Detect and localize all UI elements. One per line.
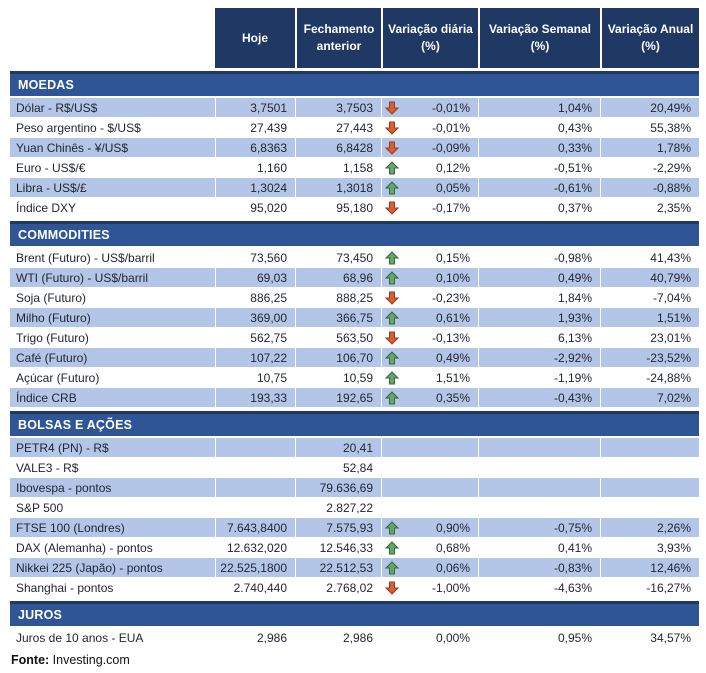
trend-down-icon — [385, 581, 399, 595]
row-label: Trigo (Futuro) — [10, 328, 215, 348]
trend-up-icon — [385, 521, 399, 535]
cell-fechamento-anterior: 7.575,93 — [295, 518, 381, 538]
table-row — [10, 388, 699, 408]
variacao-diaria-value: -0,23% — [431, 290, 470, 305]
cell-variacao-anual — [600, 498, 699, 518]
trend-up-icon — [385, 391, 399, 405]
section-rows — [10, 628, 699, 648]
trend-up-icon — [385, 311, 399, 325]
section-header-moedas — [10, 71, 699, 96]
table-row — [10, 538, 699, 558]
variacao-diaria-value: 0,90% — [435, 520, 470, 535]
cell-variacao-diaria — [381, 138, 478, 158]
table-row — [10, 628, 699, 648]
cell-fechamento-anterior: 366,75 — [295, 308, 381, 328]
row-label: DAX (Alemanha) - pontos — [10, 538, 215, 558]
cell-variacao-diaria — [381, 388, 478, 408]
row-label: VALE3 - R$ — [10, 458, 215, 478]
row-label: Café (Futuro) — [10, 348, 215, 368]
source-label: Fonte: — [11, 653, 50, 667]
cell-variacao-diaria — [381, 248, 478, 268]
trend-up-icon — [385, 541, 399, 555]
table-row — [10, 98, 699, 118]
cell-hoje: 27,439 — [215, 118, 295, 138]
trend-up-icon — [385, 561, 399, 575]
table-row — [10, 118, 699, 138]
section-title: BOLSAS E AÇÕES — [18, 418, 133, 432]
trend-down-icon — [385, 141, 399, 155]
cell-variacao-anual: 20,49% — [600, 98, 699, 118]
section-title: COMMODITIES — [18, 228, 110, 242]
cell-variacao-diaria — [381, 308, 478, 328]
cell-variacao-diaria — [381, 458, 478, 478]
table-row — [10, 498, 699, 518]
market-table — [10, 8, 699, 667]
cell-variacao-diaria — [381, 288, 478, 308]
cell-hoje: 3,7501 — [215, 98, 295, 118]
cell-variacao-anual: -7,04% — [600, 288, 699, 308]
cell-variacao-semanal: -4,63% — [478, 578, 600, 598]
table-row — [10, 458, 699, 478]
cell-variacao-semanal — [478, 458, 600, 478]
cell-variacao-semanal: -1,19% — [478, 368, 600, 388]
cell-variacao-diaria — [381, 158, 478, 178]
trend-up-icon — [385, 351, 399, 365]
row-label: S&P 500 — [10, 498, 215, 518]
table-row — [10, 368, 699, 388]
cell-variacao-diaria — [381, 368, 478, 388]
cell-hoje: 1,160 — [215, 158, 295, 178]
cell-variacao-anual: 41,43% — [600, 248, 699, 268]
section-title: MOEDAS — [18, 78, 75, 92]
cell-variacao-anual: 2,26% — [600, 518, 699, 538]
cell-variacao-diaria — [381, 348, 478, 368]
section-header-commodities — [10, 221, 699, 246]
section-title: JUROS — [18, 608, 63, 622]
cell-hoje: 1,3024 — [215, 178, 295, 198]
table-row — [10, 478, 699, 498]
cell-variacao-semanal: 0,41% — [478, 538, 600, 558]
cell-fechamento-anterior: 192,65 — [295, 388, 381, 408]
column-header-hoje: Hoje — [215, 8, 295, 68]
cell-variacao-semanal: -0,51% — [478, 158, 600, 178]
row-label: Libra - US$/£ — [10, 178, 215, 198]
cell-hoje: 12.632,020 — [215, 538, 295, 558]
row-label: Índice DXY — [10, 198, 215, 218]
section-header-bolsas-e-acoes — [10, 411, 699, 436]
cell-fechamento-anterior: 106,70 — [295, 348, 381, 368]
cell-fechamento-anterior: 22.512,53 — [295, 558, 381, 578]
cell-hoje — [215, 498, 295, 518]
cell-hoje: 22.525,1800 — [215, 558, 295, 578]
variacao-diaria-value: 0,10% — [435, 270, 470, 285]
cell-variacao-diaria — [381, 518, 478, 538]
variacao-diaria-value: -0,01% — [431, 100, 470, 115]
cell-variacao-semanal: -0,43% — [478, 388, 600, 408]
table-row — [10, 178, 699, 198]
variacao-diaria-value: 1,51% — [435, 370, 470, 385]
trend-down-icon — [385, 101, 399, 115]
cell-variacao-diaria — [381, 578, 478, 598]
cell-hoje: 562,75 — [215, 328, 295, 348]
cell-variacao-semanal: -2,92% — [478, 348, 600, 368]
cell-variacao-diaria — [381, 628, 478, 648]
cell-fechamento-anterior: 20,41 — [295, 438, 381, 458]
section-rows — [10, 98, 699, 218]
cell-fechamento-anterior: 73,450 — [295, 248, 381, 268]
cell-variacao-diaria — [381, 558, 478, 578]
row-label: Shanghai - pontos — [10, 578, 215, 598]
cell-hoje: 7.643,8400 — [215, 518, 295, 538]
cell-variacao-anual: 23,01% — [600, 328, 699, 348]
cell-variacao-semanal — [478, 478, 600, 498]
cell-variacao-semanal: 0,95% — [478, 628, 600, 648]
cell-fechamento-anterior: 2.827,22 — [295, 498, 381, 518]
cell-variacao-semanal: -0,98% — [478, 248, 600, 268]
cell-variacao-anual: 2,35% — [600, 198, 699, 218]
header-spacer — [10, 8, 215, 68]
cell-variacao-anual: 7,02% — [600, 388, 699, 408]
cell-fechamento-anterior: 6,8428 — [295, 138, 381, 158]
source-note — [10, 653, 699, 667]
cell-variacao-anual: 34,57% — [600, 628, 699, 648]
table-row — [10, 138, 699, 158]
cell-hoje: 95,020 — [215, 198, 295, 218]
cell-fechamento-anterior: 2.768,02 — [295, 578, 381, 598]
variacao-diaria-value: -0,13% — [431, 330, 470, 345]
variacao-diaria-value: 0,35% — [435, 390, 470, 405]
row-label: Peso argentino - $/US$ — [10, 118, 215, 138]
section-header-juros — [10, 601, 699, 626]
row-label: Índice CRB — [10, 388, 215, 408]
table-row — [10, 558, 699, 578]
trend-up-icon — [385, 161, 399, 175]
cell-variacao-diaria — [381, 98, 478, 118]
variacao-diaria-value: -0,17% — [431, 200, 470, 215]
cell-variacao-anual: -16,27% — [600, 578, 699, 598]
column-header-variacao-diaria: Variação diária (%) — [381, 8, 478, 68]
variacao-diaria-value: -0,09% — [431, 140, 470, 155]
row-label: Yuan Chinês - ¥/US$ — [10, 138, 215, 158]
row-label: Açúcar (Futuro) — [10, 368, 215, 388]
cell-variacao-diaria — [381, 478, 478, 498]
cell-variacao-semanal: 0,37% — [478, 198, 600, 218]
cell-variacao-semanal — [478, 498, 600, 518]
table-row — [10, 578, 699, 598]
cell-fechamento-anterior: 1,158 — [295, 158, 381, 178]
cell-variacao-semanal: 1,93% — [478, 308, 600, 328]
row-label: Ibovespa - pontos — [10, 478, 215, 498]
trend-down-icon — [385, 121, 399, 135]
cell-variacao-semanal: 6,13% — [478, 328, 600, 348]
cell-variacao-semanal: -0,61% — [478, 178, 600, 198]
cell-hoje — [215, 478, 295, 498]
cell-variacao-semanal: 0,33% — [478, 138, 600, 158]
cell-fechamento-anterior: 79.636,69 — [295, 478, 381, 498]
cell-fechamento-anterior: 1,3018 — [295, 178, 381, 198]
cell-hoje: 886,25 — [215, 288, 295, 308]
cell-hoje — [215, 438, 295, 458]
cell-variacao-anual — [600, 458, 699, 478]
row-label: Soja (Futuro) — [10, 288, 215, 308]
trend-down-icon — [385, 291, 399, 305]
table-row — [10, 158, 699, 178]
cell-hoje: 369,00 — [215, 308, 295, 328]
cell-variacao-anual: 12,46% — [600, 558, 699, 578]
variacao-diaria-value: 0,06% — [435, 560, 470, 575]
trend-up-icon — [385, 371, 399, 385]
row-label: Dólar - R$/US$ — [10, 98, 215, 118]
cell-fechamento-anterior: 27,443 — [295, 118, 381, 138]
cell-variacao-diaria — [381, 498, 478, 518]
cell-variacao-anual: 1,51% — [600, 308, 699, 328]
cell-fechamento-anterior: 10,59 — [295, 368, 381, 388]
cell-hoje: 2,986 — [215, 628, 295, 648]
table-row — [10, 288, 699, 308]
cell-variacao-diaria — [381, 178, 478, 198]
column-header-row — [10, 8, 699, 68]
variacao-diaria-value: 0,05% — [435, 180, 470, 195]
table-row — [10, 348, 699, 368]
cell-variacao-anual: 55,38% — [600, 118, 699, 138]
cell-variacao-semanal: 1,84% — [478, 288, 600, 308]
cell-hoje: 73,560 — [215, 248, 295, 268]
row-label: Milho (Futuro) — [10, 308, 215, 328]
variacao-diaria-value: 0,68% — [435, 540, 470, 555]
cell-fechamento-anterior: 68,96 — [295, 268, 381, 288]
row-label: Brent (Futuro) - US$/barril — [10, 248, 215, 268]
cell-variacao-anual: -0,88% — [600, 178, 699, 198]
source-value: Investing.com — [52, 653, 130, 667]
row-label: PETR4 (PN) - R$ — [10, 438, 215, 458]
cell-fechamento-anterior: 95,180 — [295, 198, 381, 218]
cell-fechamento-anterior: 2,986 — [295, 628, 381, 648]
cell-variacao-semanal: -0,83% — [478, 558, 600, 578]
cell-variacao-diaria — [381, 118, 478, 138]
variacao-diaria-value: 0,49% — [435, 350, 470, 365]
cell-hoje: 2.740,440 — [215, 578, 295, 598]
cell-variacao-diaria — [381, 438, 478, 458]
cell-variacao-anual: 3,93% — [600, 538, 699, 558]
cell-variacao-anual: -23,52% — [600, 348, 699, 368]
row-label: Juros de 10 anos - EUA — [10, 628, 215, 648]
cell-variacao-diaria — [381, 328, 478, 348]
trend-up-icon — [385, 271, 399, 285]
cell-fechamento-anterior: 12.546,33 — [295, 538, 381, 558]
cell-variacao-diaria — [381, 268, 478, 288]
row-label: FTSE 100 (Londres) — [10, 518, 215, 538]
section-rows — [10, 248, 699, 408]
cell-variacao-semanal: -0,75% — [478, 518, 600, 538]
trend-down-icon — [385, 201, 399, 215]
table-row — [10, 438, 699, 458]
column-header-variacao-anual: Variação Anual (%) — [600, 8, 699, 68]
row-label: Nikkei 225 (Japão) - pontos — [10, 558, 215, 578]
table-row — [10, 268, 699, 288]
cell-variacao-diaria — [381, 198, 478, 218]
row-label: WTI (Futuro) - US$/barril — [10, 268, 215, 288]
cell-variacao-anual: -24,88% — [600, 368, 699, 388]
cell-variacao-semanal — [478, 438, 600, 458]
variacao-diaria-value: -0,01% — [431, 120, 470, 135]
variacao-diaria-value: 0,12% — [435, 160, 470, 175]
cell-variacao-anual: -2,29% — [600, 158, 699, 178]
cell-fechamento-anterior: 52,84 — [295, 458, 381, 478]
table-row — [10, 518, 699, 538]
cell-variacao-semanal: 0,49% — [478, 268, 600, 288]
trend-up-icon — [385, 181, 399, 195]
trend-up-icon — [385, 251, 399, 265]
table-row — [10, 198, 699, 218]
cell-fechamento-anterior: 888,25 — [295, 288, 381, 308]
table-row — [10, 308, 699, 328]
variacao-diaria-value: 0,00% — [435, 630, 470, 645]
cell-hoje: 6,8363 — [215, 138, 295, 158]
cell-variacao-anual — [600, 478, 699, 498]
cell-variacao-semanal: 1,04% — [478, 98, 600, 118]
cell-hoje: 69,03 — [215, 268, 295, 288]
table-row — [10, 248, 699, 268]
cell-hoje: 193,33 — [215, 388, 295, 408]
variacao-diaria-value: -1,00% — [431, 580, 470, 595]
variacao-diaria-value: 0,15% — [435, 250, 470, 265]
cell-variacao-anual: 40,79% — [600, 268, 699, 288]
cell-variacao-anual: 1,78% — [600, 138, 699, 158]
cell-hoje — [215, 458, 295, 478]
cell-variacao-diaria — [381, 538, 478, 558]
cell-variacao-anual — [600, 438, 699, 458]
table-sections — [10, 71, 699, 648]
section-rows — [10, 438, 699, 598]
cell-fechamento-anterior: 3,7503 — [295, 98, 381, 118]
column-header-fechamento-anterior: Fechamento anterior — [295, 8, 381, 68]
table-row — [10, 328, 699, 348]
cell-fechamento-anterior: 563,50 — [295, 328, 381, 348]
cell-hoje: 107,22 — [215, 348, 295, 368]
row-label: Euro - US$/€ — [10, 158, 215, 178]
trend-down-icon — [385, 331, 399, 345]
cell-variacao-semanal: 0,43% — [478, 118, 600, 138]
variacao-diaria-value: 0,61% — [435, 310, 470, 325]
cell-hoje: 10,75 — [215, 368, 295, 388]
column-header-variacao-semanal: Variação Semanal (%) — [478, 8, 600, 68]
